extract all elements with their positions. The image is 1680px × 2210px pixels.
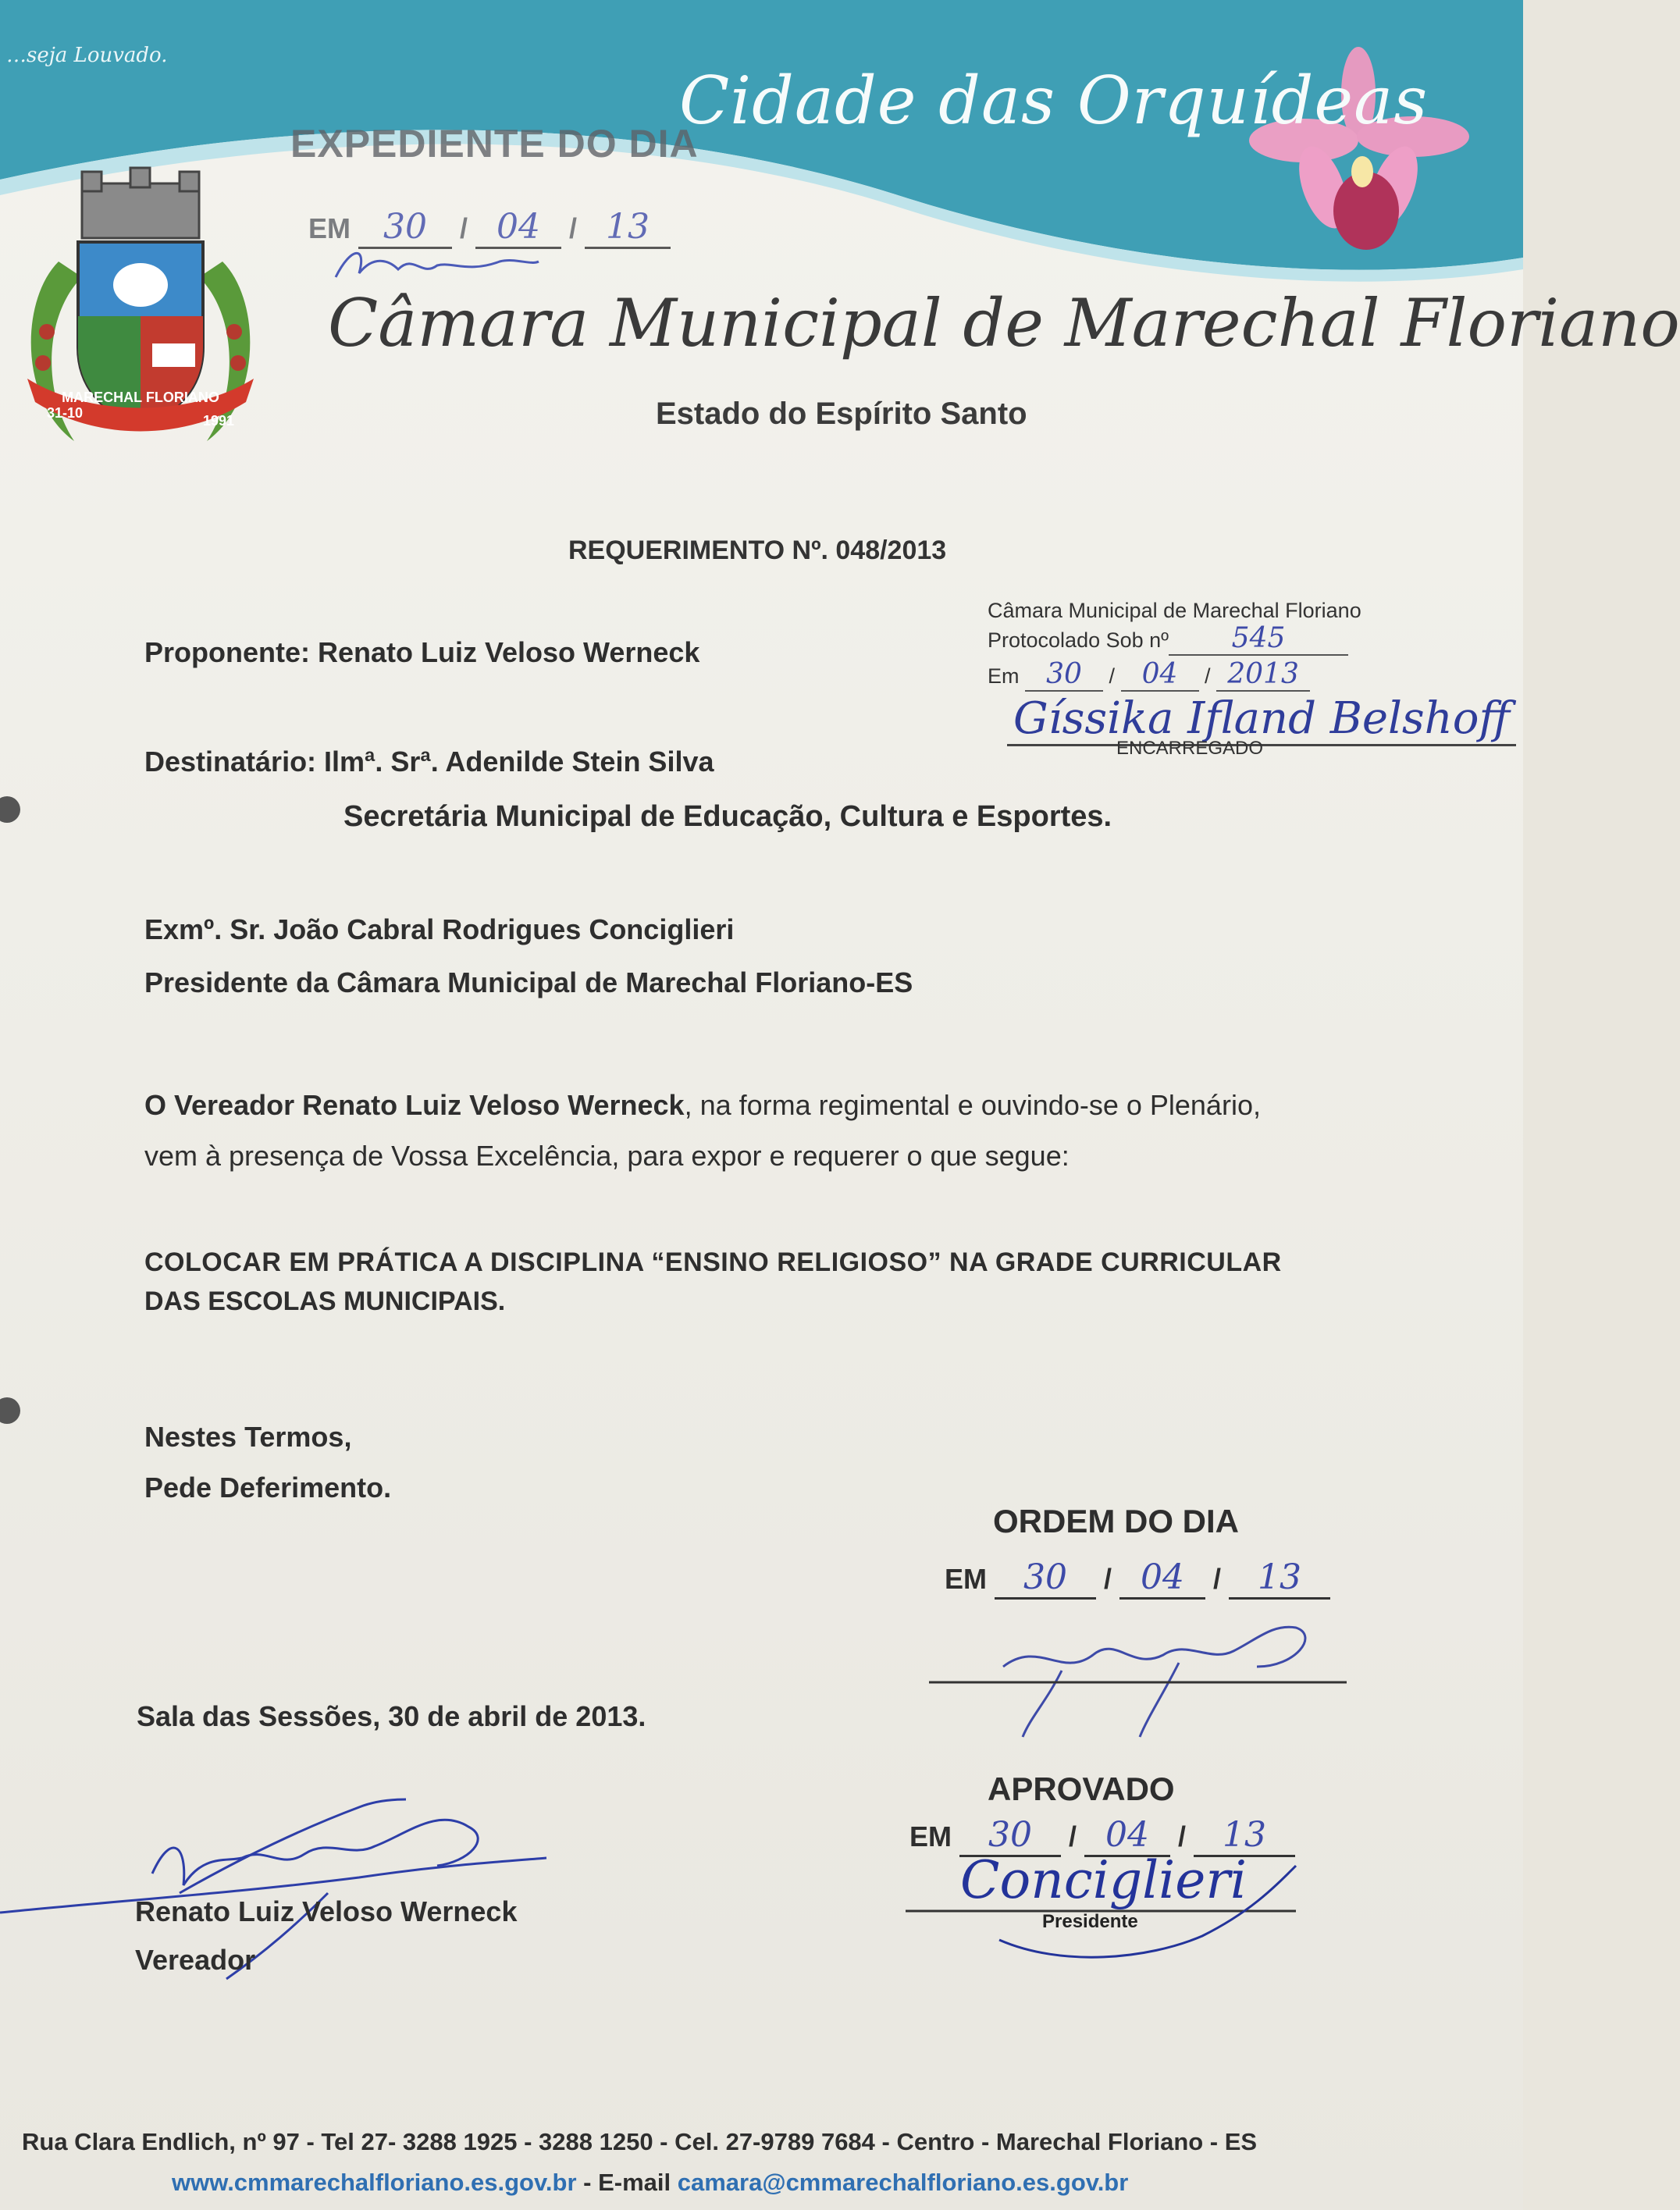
vereador-signature-icon <box>0 1784 562 1987</box>
intro-rest: , na forma regimental e ouvindo-se o Plenário, <box>684 1089 1261 1121</box>
protocol-stamp: Câmara Municipal de Marechal Floriano Protocolado Sob nº 545 Em 30 / 04 / 2013 <box>988 596 1361 692</box>
coat-of-arms-label: MARECHAL FLORIANO <box>62 390 219 405</box>
proponente: Proponente: Renato Luiz Veloso Werneck <box>144 636 700 668</box>
ordem-date: EM 30 / 04 / 13 <box>945 1557 1330 1600</box>
secretaria: Secretária Municipal de Educação, Cultura e Esportes. <box>343 800 1112 833</box>
aprovado-em-label: EM <box>909 1820 952 1852</box>
protocol-year: 2013 <box>1227 658 1299 690</box>
closing2: Pede Deferimento. <box>144 1472 392 1504</box>
aprovado-signature: Conciglieri <box>960 1850 1247 1910</box>
city-slogan: Cidade das Orquídeas <box>679 62 1429 139</box>
expediente-day: 30 <box>383 207 428 247</box>
signer-role: Vereador <box>135 1944 256 1976</box>
protocol-label: Protocolado Sob nº <box>988 628 1169 652</box>
coat-of-arms-icon <box>12 168 269 464</box>
protocol-signature: Gíssika Ifland Belshoff <box>1007 693 1516 746</box>
footer-email-link[interactable]: camara@cmmarechalfloriano.es.gov.br <box>677 2169 1129 2196</box>
aprovado-signature-stroke <box>906 1850 1312 1967</box>
coat-of-arms-right-date: 1991 <box>203 413 235 429</box>
aprovado-year: 13 <box>1223 1815 1267 1855</box>
punch-hole-top <box>0 796 20 823</box>
ordem-do-dia-title: ORDEM DO DIA <box>993 1503 1239 1539</box>
intro-name: O Vereador Renato Luiz Veloso Werneck <box>144 1089 685 1121</box>
signer-name: Renato Luiz Veloso Werneck <box>135 1895 518 1927</box>
aprovado-month: 04 <box>1105 1815 1150 1855</box>
punch-hole-bottom <box>0 1397 20 1424</box>
chamber-title: Câmara Municipal de Marechal Floriano <box>328 285 1680 361</box>
expediente-em-label: EM <box>308 212 351 244</box>
ordem-em-label: EM <box>945 1563 987 1595</box>
aprovado-date: EM 30 / 04 / 13 <box>909 1815 1295 1857</box>
aprovado-role: Presidente <box>1042 1911 1138 1932</box>
intro-paragraph <box>144 1089 1261 1122</box>
aprovado-day: 30 <box>988 1815 1033 1855</box>
document-title: REQUERIMENTO Nº. 048/2013 <box>568 536 947 565</box>
coat-of-arms-left-date: 31-10 <box>47 405 84 421</box>
protocol-line1: Câmara Municipal de Marechal Floriano <box>988 599 1361 622</box>
aprovado-title: APROVADO <box>988 1770 1175 1807</box>
expediente-stamp-title: EXPEDIENTE DO DIA <box>290 122 699 165</box>
footer-contact <box>172 2169 1128 2197</box>
ordem-signature-icon <box>929 1593 1351 1741</box>
footer-website-link[interactable]: www.cmmarechalfloriano.es.gov.br <box>172 2169 577 2196</box>
expediente-month: 04 <box>497 207 541 247</box>
protocol-role: ENCARREGADO <box>1116 738 1264 759</box>
request-line1: COLOCAR EM PRÁTICA A DISCIPLINA “ENSINO RELIGIOSO” NA GRADE CURRICULAR <box>144 1247 1282 1277</box>
ordem-year: 13 <box>1258 1557 1302 1597</box>
place-date: Sala das Sessões, 30 de abril de 2013. <box>137 1700 646 1732</box>
expediente-stamp-em: EM 30 / 04 / 13 <box>308 207 671 249</box>
protocol-month: 04 <box>1141 658 1178 690</box>
footer-address: Rua Clara Endlich, nº 97 - Tel 27- 3288 1925 - 3288 1250 - Cel. 27-9789 7684 - Centro - Marechal Floriano - ES <box>22 2128 1258 2155</box>
recipient-title: Presidente da Câmara Municipal de Marechal Floriano-ES <box>144 966 913 998</box>
protocol-day: 30 <box>1046 658 1082 690</box>
request-line2: DAS ESCOLAS MUNICIPAIS. <box>144 1286 506 1316</box>
expediente-year: 13 <box>606 207 650 247</box>
ordem-month: 04 <box>1141 1557 1185 1597</box>
ordem-day: 30 <box>1023 1557 1068 1597</box>
state-subtitle: Estado do Espírito Santo <box>656 397 1027 431</box>
recipient-name: Exmº. Sr. João Cabral Rodrigues Conciglieri <box>144 913 735 945</box>
motto-text: …seja Louvado. <box>6 44 168 67</box>
destinatario: Destinatário: Ilmª. Srª. Adenilde Stein Silva <box>144 746 714 778</box>
protocol-number: 545 <box>1231 622 1286 654</box>
closing1: Nestes Termos, <box>144 1421 352 1453</box>
footer-email-label: - E-mail <box>576 2169 678 2196</box>
protocol-em-label: Em <box>988 664 1020 688</box>
intro-line2: vem à presença de Vossa Excelência, para expor e requerer o que segue: <box>144 1140 1070 1172</box>
